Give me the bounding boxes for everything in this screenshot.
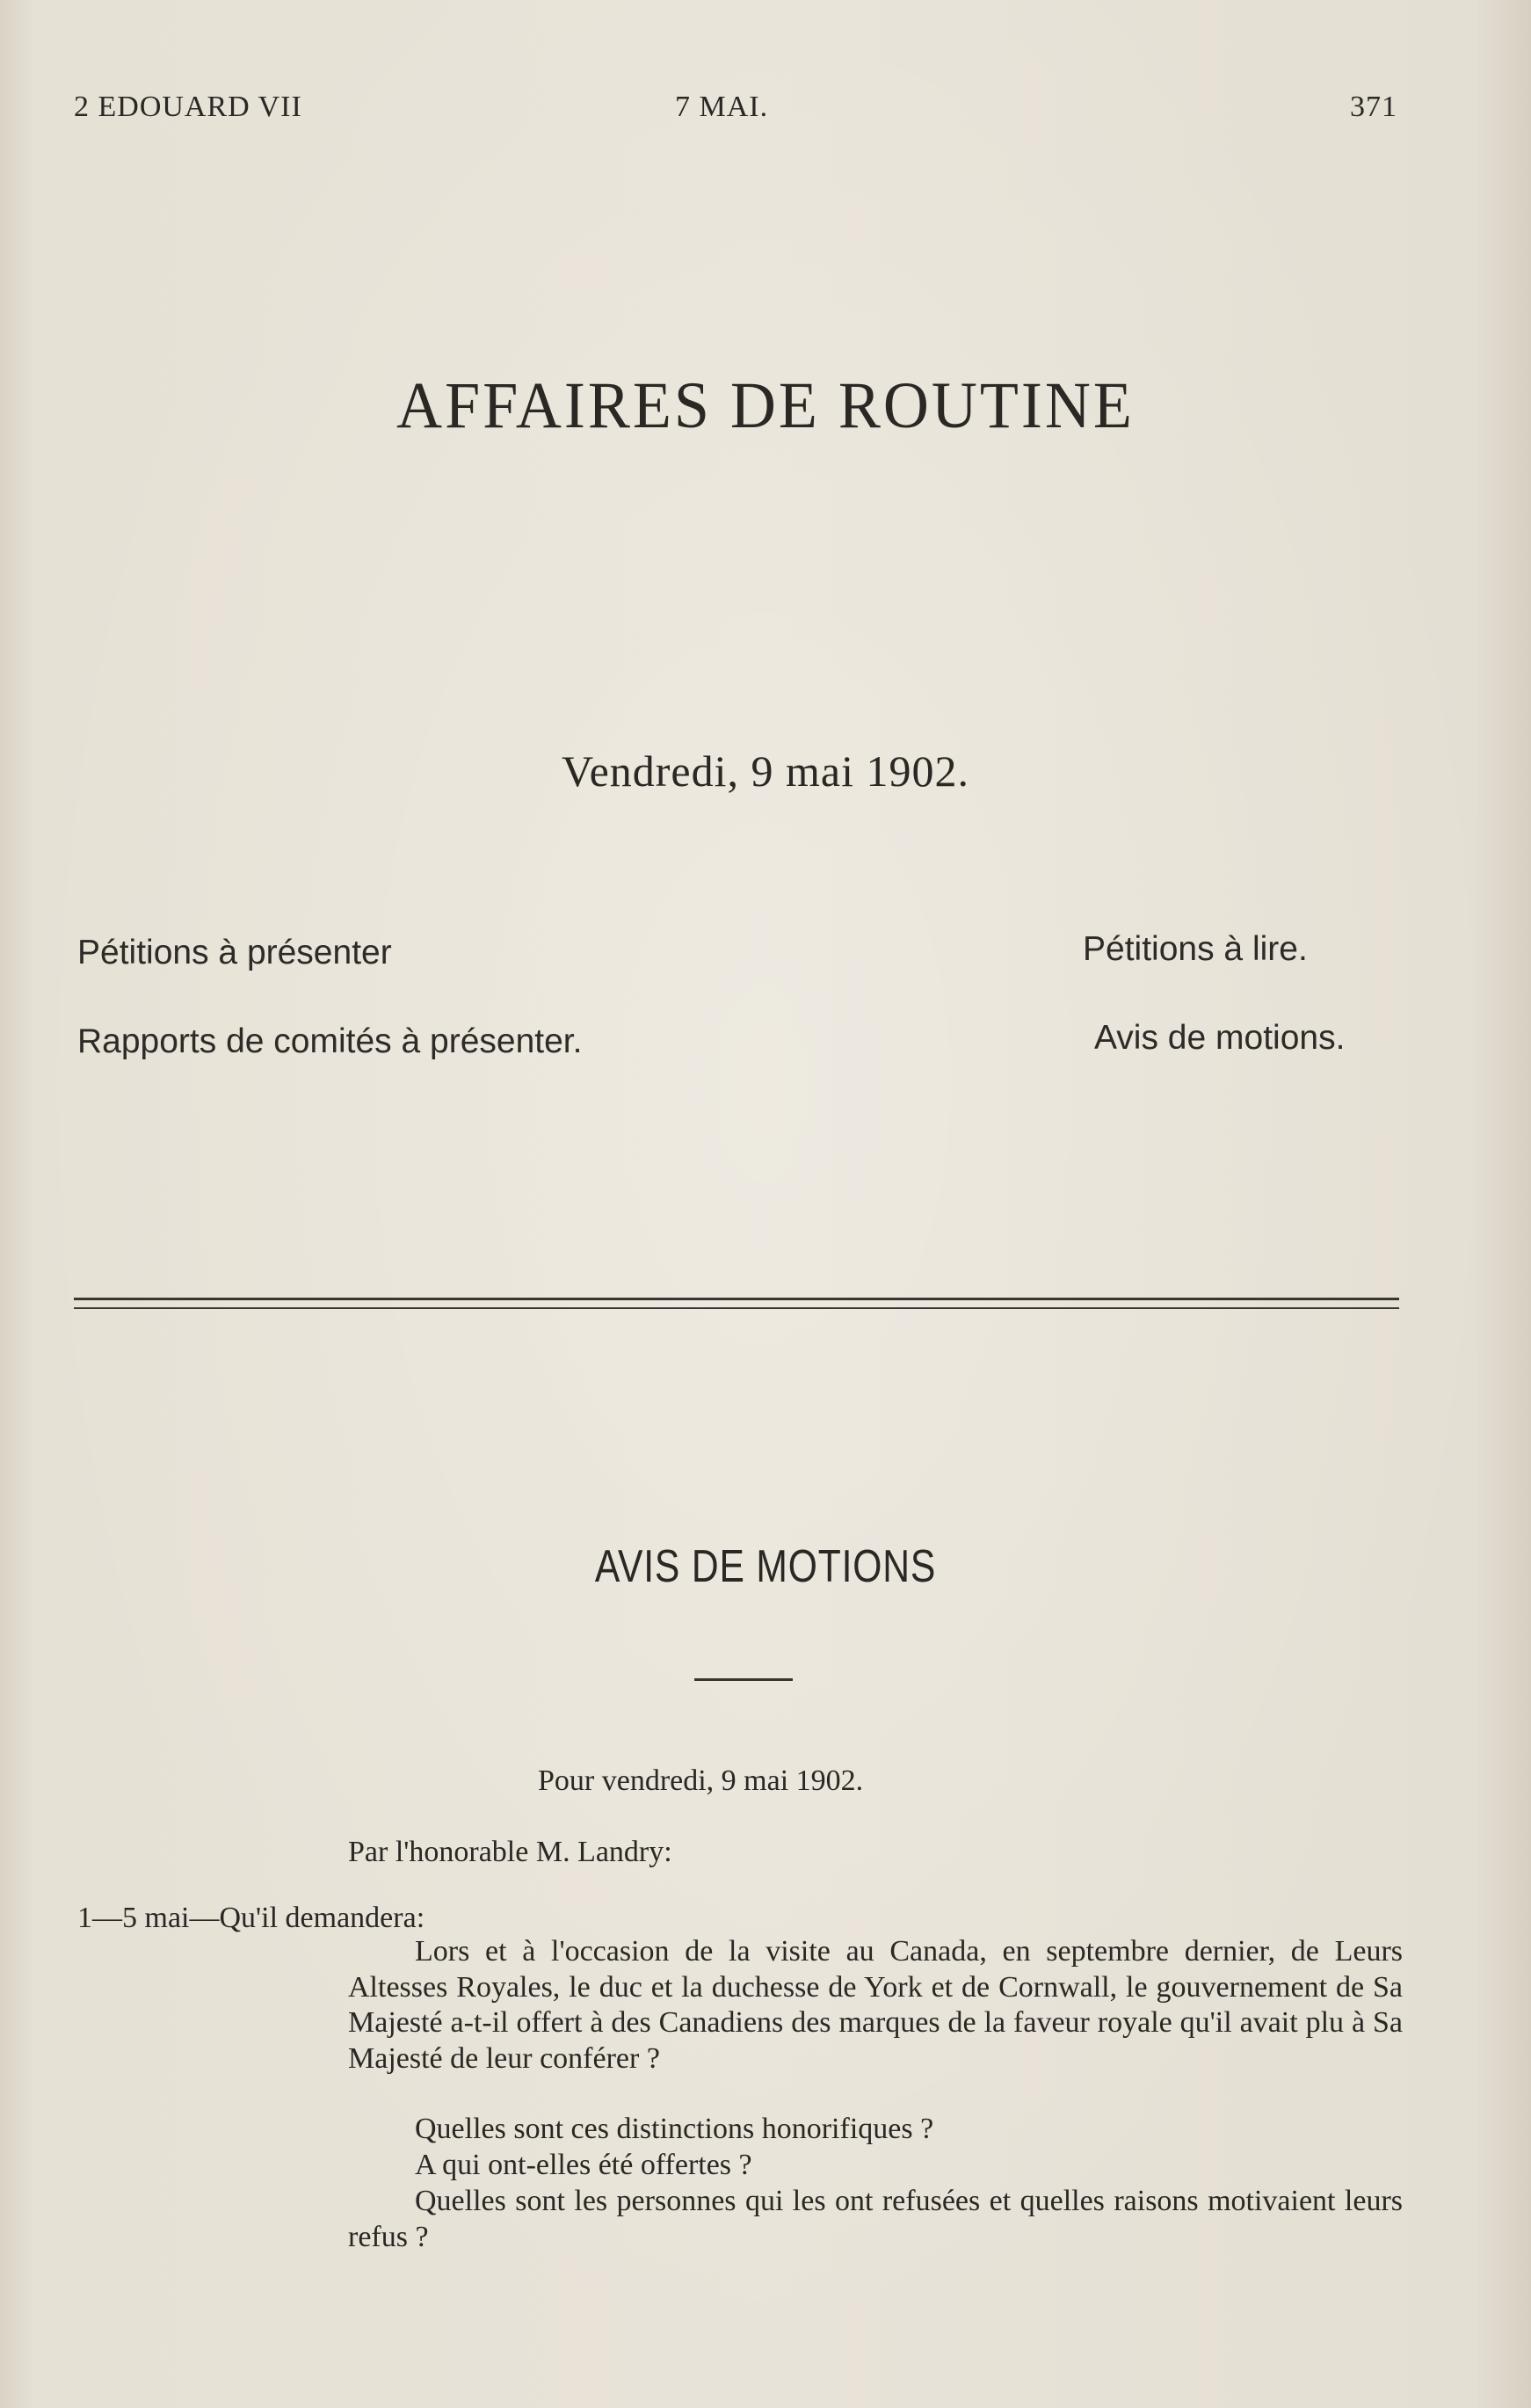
order-item-petitions-present: Pétitions à présenter xyxy=(77,934,392,971)
order-item-petitions-read: Pétitions à lire. xyxy=(1083,930,1308,968)
page-number: 371 xyxy=(1350,91,1397,123)
running-head-center: 7 MAI. xyxy=(675,91,769,123)
motion-date-heading: Pour vendredi, 9 mai 1902. xyxy=(538,1764,864,1797)
motion-number: 1—5 mai—Qu'il demandera: xyxy=(77,1902,425,1934)
motion-paragraph: A qui ont-elles été offertes ? xyxy=(415,2149,752,2181)
motion-paragraph: Quelles sont les personnes qui les ont refusées et quelles raisons motivaient leurs refus ? xyxy=(348,2185,1403,2253)
section-title: AFFAIRES DE ROUTINE xyxy=(396,367,1135,442)
double-rule-divider xyxy=(74,1298,1399,1310)
order-item-committee-reports: Rapports de comités à présenter. xyxy=(77,1022,583,1060)
motion-paragraph: Lors et à l'occasion de la visite au Canada, en septembre dernier, de Leurs Altesses Royales, le duc et la duchesse de York et de Cornwall, le gouvernement de Sa Majesté a-t-il offert à des Canadiens des marques de la faveur royale qu'il avait plu à Sa Majesté de leur conférer ? xyxy=(348,1935,1403,2075)
running-head-left: 2 EDOUARD VII xyxy=(74,91,302,123)
motions-section-title: AVIS DE MOTIONS xyxy=(594,1541,937,1592)
short-rule-divider xyxy=(694,1678,793,1681)
order-item-notices-of-motion: Avis de motions. xyxy=(1094,1019,1346,1057)
motion-mover: Par l'honorable M. Landry: xyxy=(348,1836,672,1868)
sitting-date: Vendredi, 9 mai 1902. xyxy=(562,746,969,796)
motion-paragraph: Quelles sont ces distinctions honorifiques ? xyxy=(415,2113,934,2145)
